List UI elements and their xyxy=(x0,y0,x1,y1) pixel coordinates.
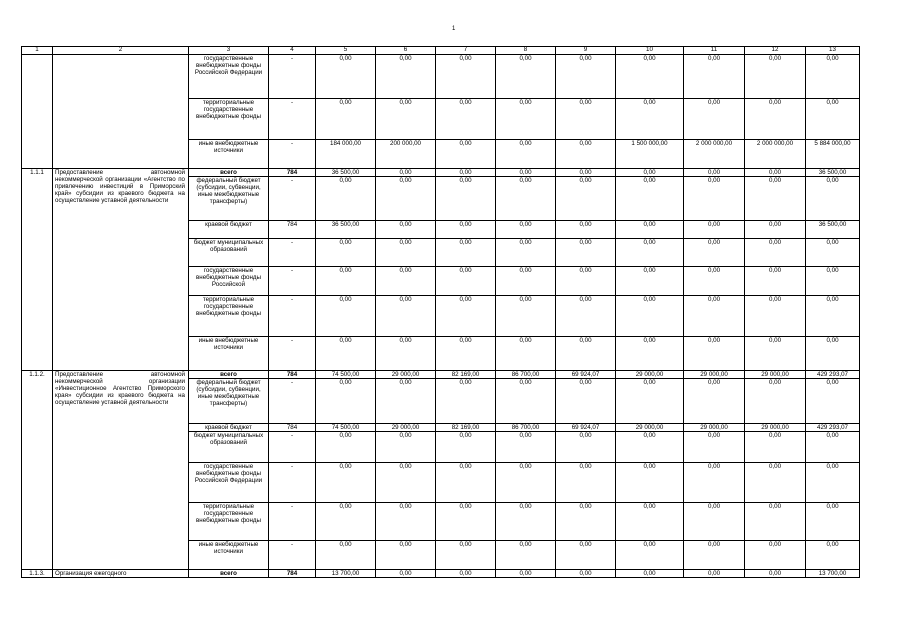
amount-cell: 0,00 xyxy=(616,267,684,296)
item-name xyxy=(53,55,189,169)
amount-cell: 0,00 xyxy=(684,541,745,570)
amount-cell: 0,00 xyxy=(556,99,616,140)
amount-cell: 29 000,00 xyxy=(684,424,745,432)
amount-cell: 0,00 xyxy=(745,169,806,177)
amount-cell: 0,00 xyxy=(616,337,684,371)
item-name: Организация ежегодного xyxy=(53,570,189,578)
amount-cell: 0,00 xyxy=(436,239,496,267)
amount-cell: 0,00 xyxy=(806,463,860,503)
amount-cell: 0,00 xyxy=(684,99,745,140)
amount-cell: 0,00 xyxy=(556,169,616,177)
funding-source: краевой бюджет xyxy=(189,221,269,239)
amount-cell: 0,00 xyxy=(376,503,436,541)
amount-cell: 1 500 000,00 xyxy=(616,140,684,169)
column-header: 12 xyxy=(745,47,806,55)
budget-code: - xyxy=(269,463,316,503)
budget-code: - xyxy=(269,503,316,541)
amount-cell: 0,00 xyxy=(496,169,556,177)
amount-cell: 0,00 xyxy=(436,177,496,221)
amount-cell: 0,00 xyxy=(684,177,745,221)
budget-code: - xyxy=(269,55,316,99)
funding-source: бюджет муниципальных образований xyxy=(189,432,269,463)
amount-cell: 0,00 xyxy=(684,463,745,503)
amount-cell: 0,00 xyxy=(556,463,616,503)
column-header: 7 xyxy=(436,47,496,55)
amount-cell: 0,00 xyxy=(316,267,376,296)
amount-cell: 69 924,07 xyxy=(556,371,616,379)
budget-code: - xyxy=(269,177,316,221)
amount-cell: 0,00 xyxy=(616,570,684,578)
amount-cell: 0,00 xyxy=(806,296,860,337)
amount-cell: 0,00 xyxy=(556,541,616,570)
budget-code: - xyxy=(269,432,316,463)
amount-cell: 29 000,00 xyxy=(616,371,684,379)
amount-cell: 0,00 xyxy=(316,296,376,337)
funding-source: федеральный бюджет (субсидии, субвенции, иные межбюджетные трансферты) xyxy=(189,379,269,424)
amount-cell: 0,00 xyxy=(745,239,806,267)
amount-cell: 0,00 xyxy=(745,570,806,578)
amount-cell: 0,00 xyxy=(556,337,616,371)
amount-cell: 0,00 xyxy=(376,463,436,503)
amount-cell: 0,00 xyxy=(616,379,684,424)
amount-cell: 0,00 xyxy=(316,177,376,221)
budget-code: - xyxy=(269,140,316,169)
amount-cell: 2 000 000,00 xyxy=(684,140,745,169)
amount-cell: 0,00 xyxy=(745,221,806,239)
amount-cell: 0,00 xyxy=(745,337,806,371)
amount-cell: 0,00 xyxy=(436,169,496,177)
amount-cell: 0,00 xyxy=(556,239,616,267)
funding-source: федеральный бюджет (субсидии, субвенции, иные межбюджетные трансферты) xyxy=(189,177,269,221)
funding-source: всего xyxy=(189,371,269,379)
budget-code: - xyxy=(269,379,316,424)
amount-cell: 0,00 xyxy=(806,267,860,296)
amount-cell: 0,00 xyxy=(616,221,684,239)
amount-cell: 0,00 xyxy=(436,99,496,140)
amount-cell: 0,00 xyxy=(496,296,556,337)
budget-code: - xyxy=(269,296,316,337)
amount-cell: 0,00 xyxy=(684,221,745,239)
amount-cell: 0,00 xyxy=(496,221,556,239)
amount-cell: 0,00 xyxy=(684,267,745,296)
funding-source: иные внебюджетные источники xyxy=(189,541,269,570)
amount-cell: 0,00 xyxy=(376,177,436,221)
column-header: 1 xyxy=(22,47,53,55)
amount-cell: 0,00 xyxy=(616,55,684,99)
amount-cell: 0,00 xyxy=(806,177,860,221)
amount-cell: 0,00 xyxy=(496,55,556,99)
amount-cell: 29 000,00 xyxy=(745,371,806,379)
amount-cell: 0,00 xyxy=(316,55,376,99)
amount-cell: 0,00 xyxy=(745,432,806,463)
amount-cell: 0,00 xyxy=(376,541,436,570)
column-header: 6 xyxy=(376,47,436,55)
amount-cell: 200 000,00 xyxy=(376,140,436,169)
amount-cell: 74 500,00 xyxy=(316,424,376,432)
amount-cell: 0,00 xyxy=(316,379,376,424)
amount-cell: 86 700,00 xyxy=(496,371,556,379)
budget-code: - xyxy=(269,239,316,267)
amount-cell: 0,00 xyxy=(376,267,436,296)
amount-cell: 0,00 xyxy=(684,379,745,424)
amount-cell: 0,00 xyxy=(436,541,496,570)
column-header: 5 xyxy=(316,47,376,55)
header-row xyxy=(22,47,860,55)
amount-cell: 0,00 xyxy=(436,570,496,578)
column-header: 10 xyxy=(616,47,684,55)
amount-cell: 0,00 xyxy=(436,267,496,296)
amount-cell: 0,00 xyxy=(376,169,436,177)
amount-cell: 29 000,00 xyxy=(684,371,745,379)
amount-cell: 0,00 xyxy=(556,177,616,221)
amount-cell: 0,00 xyxy=(436,296,496,337)
funding-source: государственные внебюджетные фонды Российской Федерации xyxy=(189,463,269,503)
amount-cell: 0,00 xyxy=(436,55,496,99)
amount-cell: 0,00 xyxy=(556,267,616,296)
amount-cell: 0,00 xyxy=(316,432,376,463)
budget-code: 784 xyxy=(269,371,316,379)
amount-cell: 82 169,00 xyxy=(436,424,496,432)
amount-cell: 0,00 xyxy=(806,379,860,424)
amount-cell: 0,00 xyxy=(316,503,376,541)
budget-code: - xyxy=(269,541,316,570)
budget-code: 784 xyxy=(269,424,316,432)
amount-cell: 36 500,00 xyxy=(806,169,860,177)
item-number: 1.1.1 xyxy=(22,169,53,371)
budget-code: - xyxy=(269,337,316,371)
amount-cell: 0,00 xyxy=(745,296,806,337)
amount-cell: 0,00 xyxy=(684,570,745,578)
amount-cell: 0,00 xyxy=(616,99,684,140)
amount-cell: 0,00 xyxy=(616,503,684,541)
funding-source: бюджет муниципальных образований xyxy=(189,239,269,267)
amount-cell: 0,00 xyxy=(684,503,745,541)
amount-cell: 0,00 xyxy=(316,99,376,140)
amount-cell: 0,00 xyxy=(376,55,436,99)
funding-source: государственные внебюджетные фонды Российской xyxy=(189,267,269,296)
amount-cell: 69 924,07 xyxy=(556,424,616,432)
budget-code: 784 xyxy=(269,570,316,578)
amount-cell: 0,00 xyxy=(496,570,556,578)
amount-cell: 0,00 xyxy=(556,55,616,99)
table-row xyxy=(22,570,860,578)
amount-cell: 29 000,00 xyxy=(745,424,806,432)
amount-cell: 0,00 xyxy=(806,541,860,570)
page-mark: 1 xyxy=(452,26,456,32)
amount-cell: 0,00 xyxy=(745,177,806,221)
column-header: 13 xyxy=(806,47,860,55)
amount-cell: 0,00 xyxy=(556,570,616,578)
amount-cell: 0,00 xyxy=(745,99,806,140)
table-row xyxy=(22,55,860,99)
amount-cell: 429 293,07 xyxy=(806,371,860,379)
amount-cell: 0,00 xyxy=(496,99,556,140)
amount-cell: 0,00 xyxy=(806,99,860,140)
amount-cell: 0,00 xyxy=(496,140,556,169)
amount-cell: 0,00 xyxy=(496,432,556,463)
amount-cell: 0,00 xyxy=(806,432,860,463)
amount-cell: 0,00 xyxy=(684,55,745,99)
amount-cell: 0,00 xyxy=(496,463,556,503)
funding-source: краевой бюджет xyxy=(189,424,269,432)
amount-cell: 0,00 xyxy=(376,379,436,424)
column-header: 2 xyxy=(53,47,189,55)
amount-cell: 13 700,00 xyxy=(806,570,860,578)
amount-cell: 0,00 xyxy=(684,169,745,177)
amount-cell: 36 500,00 xyxy=(806,221,860,239)
amount-cell: 0,00 xyxy=(496,503,556,541)
amount-cell: 0,00 xyxy=(684,337,745,371)
funding-source: территориальные государственные внебюджетные фонды xyxy=(189,99,269,140)
item-number: 1.1.3. xyxy=(22,570,53,578)
amount-cell: 0,00 xyxy=(376,99,436,140)
amount-cell: 0,00 xyxy=(745,55,806,99)
amount-cell: 0,00 xyxy=(496,337,556,371)
amount-cell: 0,00 xyxy=(616,177,684,221)
amount-cell: 0,00 xyxy=(376,221,436,239)
amount-cell: 0,00 xyxy=(806,503,860,541)
amount-cell: 0,00 xyxy=(806,337,860,371)
funding-source: территориальные государственные внебюджетные фонды xyxy=(189,296,269,337)
amount-cell: 0,00 xyxy=(806,239,860,267)
amount-cell: 0,00 xyxy=(496,177,556,221)
amount-cell: 0,00 xyxy=(745,463,806,503)
amount-cell: 29 000,00 xyxy=(616,424,684,432)
amount-cell: 0,00 xyxy=(316,337,376,371)
amount-cell: 0,00 xyxy=(376,570,436,578)
amount-cell: 0,00 xyxy=(316,239,376,267)
funding-source: государственные внебюджетные фонды Российской Федерации xyxy=(189,55,269,99)
amount-cell: 0,00 xyxy=(745,503,806,541)
table-row xyxy=(22,169,860,177)
amount-cell: 0,00 xyxy=(684,296,745,337)
amount-cell: 0,00 xyxy=(316,463,376,503)
amount-cell: 0,00 xyxy=(616,296,684,337)
column-header: 8 xyxy=(496,47,556,55)
amount-cell: 0,00 xyxy=(556,221,616,239)
column-header: 11 xyxy=(684,47,745,55)
column-header: 4 xyxy=(269,47,316,55)
table-row xyxy=(22,371,860,379)
amount-cell: 36 500,00 xyxy=(316,169,376,177)
funding-source: иные внебюджетные источники xyxy=(189,337,269,371)
budget-code: - xyxy=(269,267,316,296)
budget-code: 784 xyxy=(269,169,316,177)
amount-cell: 0,00 xyxy=(556,140,616,169)
amount-cell: 0,00 xyxy=(496,379,556,424)
item-number xyxy=(22,55,53,169)
amount-cell: 0,00 xyxy=(316,541,376,570)
funding-source: всего xyxy=(189,570,269,578)
amount-cell: 82 169,00 xyxy=(436,371,496,379)
column-header: 9 xyxy=(556,47,616,55)
amount-cell: 0,00 xyxy=(376,296,436,337)
amount-cell: 0,00 xyxy=(806,55,860,99)
amount-cell: 0,00 xyxy=(745,267,806,296)
amount-cell: 429 293,07 xyxy=(806,424,860,432)
amount-cell: 0,00 xyxy=(556,379,616,424)
amount-cell: 0,00 xyxy=(496,239,556,267)
item-name: Предоставление автономной некоммерческой организации «Инвестиционное Агентство Приморского края» субсидии из краевого бюджета на осуществление уставной деятельности xyxy=(53,371,189,570)
amount-cell: 0,00 xyxy=(616,169,684,177)
amount-cell: 0,00 xyxy=(556,432,616,463)
amount-cell: 36 500,00 xyxy=(316,221,376,239)
amount-cell: 13 700,00 xyxy=(316,570,376,578)
amount-cell: 0,00 xyxy=(436,432,496,463)
funding-source: территориальные государственные внебюджетные фонды xyxy=(189,503,269,541)
amount-cell: 0,00 xyxy=(616,432,684,463)
amount-cell: 0,00 xyxy=(684,432,745,463)
amount-cell: 0,00 xyxy=(616,541,684,570)
amount-cell: 0,00 xyxy=(436,503,496,541)
item-name: Предоставление автономной некоммерческой организации «Агентство по привлечению инвестиций в Приморский край» субсидии из краевого бюджета на осуществление уставной деятельности xyxy=(53,169,189,371)
amount-cell: 5 884 000,00 xyxy=(806,140,860,169)
amount-cell: 0,00 xyxy=(436,140,496,169)
amount-cell: 0,00 xyxy=(496,267,556,296)
budget-table xyxy=(21,46,860,578)
amount-cell: 0,00 xyxy=(376,239,436,267)
amount-cell: 0,00 xyxy=(556,296,616,337)
amount-cell: 0,00 xyxy=(556,503,616,541)
amount-cell: 29 000,00 xyxy=(376,371,436,379)
amount-cell: 0,00 xyxy=(436,379,496,424)
funding-source: иные внебюджетные источники xyxy=(189,140,269,169)
amount-cell: 0,00 xyxy=(436,337,496,371)
amount-cell: 74 500,00 xyxy=(316,371,376,379)
amount-cell: 86 700,00 xyxy=(496,424,556,432)
amount-cell: 0,00 xyxy=(745,379,806,424)
amount-cell: 0,00 xyxy=(684,239,745,267)
amount-cell: 0,00 xyxy=(616,239,684,267)
budget-code: 784 xyxy=(269,221,316,239)
funding-source: всего xyxy=(189,169,269,177)
amount-cell: 2 000 000,00 xyxy=(745,140,806,169)
amount-cell: 0,00 xyxy=(376,432,436,463)
amount-cell: 0,00 xyxy=(436,221,496,239)
amount-cell: 184 000,00 xyxy=(316,140,376,169)
amount-cell: 0,00 xyxy=(436,463,496,503)
column-header: 3 xyxy=(189,47,269,55)
budget-code: - xyxy=(269,99,316,140)
amount-cell: 0,00 xyxy=(376,337,436,371)
amount-cell: 29 000,00 xyxy=(376,424,436,432)
item-number: 1.1.2. xyxy=(22,371,53,570)
amount-cell: 0,00 xyxy=(745,541,806,570)
amount-cell: 0,00 xyxy=(616,463,684,503)
amount-cell: 0,00 xyxy=(496,541,556,570)
